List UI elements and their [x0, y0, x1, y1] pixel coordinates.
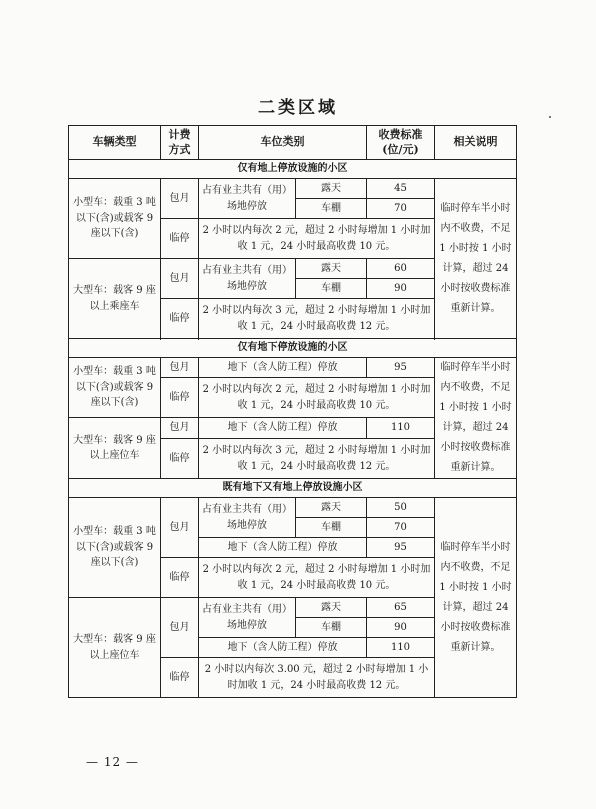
space-group: 占有业主共有（用）场地停放 — [199, 498, 296, 538]
table-row — [69, 179, 517, 199]
space-group: 占有业主共有（用）场地停放 — [199, 598, 296, 638]
section-row — [69, 339, 517, 358]
table-row — [69, 498, 517, 518]
fee-value: 70 — [367, 199, 435, 219]
section-row — [69, 479, 517, 498]
fee-value: 45 — [367, 179, 435, 199]
vehicle-type: 小型车：载重 3 吨以下(含)或载客 9 座以下(含) — [69, 498, 161, 598]
vehicle-type: 小型车：载重 3 吨以下(含)或载客 9 座以下(含) — [69, 358, 161, 418]
billing-monthly: 包月 — [161, 598, 199, 658]
section-label: 仅有地上停放设施的小区 — [69, 160, 517, 179]
space-type: 车棚 — [296, 618, 367, 638]
fee-value: 65 — [367, 598, 435, 618]
fee-value: 95 — [367, 538, 435, 558]
temporary-fee-text: 2 小时以内每次 3.00 元，超过 2 小时每增加 1 小时加收 1 元，24 小时最高收费 12 元。 — [199, 658, 435, 698]
header-row — [69, 126, 517, 160]
fee-value: 90 — [367, 279, 435, 299]
billing-temporary: 临停 — [161, 299, 199, 339]
section-label: 既有地下又有地上停放设施小区 — [69, 479, 517, 498]
vehicle-type: 大型车：载客 9 座以上座位车 — [69, 418, 161, 479]
note-text: 临时停车半小时内不收费，不足 1 小时按 1 小时计算，超过 24 小时按收费标准重新计算。 — [435, 358, 517, 479]
vehicle-type: 大型车：载客 9 座以上乘座车 — [69, 259, 161, 339]
parking-fee-table — [68, 125, 517, 698]
header-billing: 计费 方式 — [161, 126, 199, 160]
billing-monthly: 包月 — [161, 498, 199, 558]
space-type: 露天 — [296, 259, 367, 279]
fee-value: 110 — [367, 418, 435, 439]
space-group: 占有业主共有（用）场地停放 — [199, 179, 296, 219]
space-group: 占有业主共有（用）场地停放 — [199, 259, 296, 299]
billing-monthly: 包月 — [161, 358, 199, 378]
temporary-fee-text: 2 小时以内每次 2 元，超过 2 小时每增加 1 小时加收 1 元，24 小时最高收费 10 元。 — [199, 219, 435, 259]
header-fee: 收费标准 (位/元) — [367, 126, 435, 160]
page-number: — 12 — — [86, 755, 139, 769]
space-type: 车棚 — [296, 518, 367, 538]
fee-value: 110 — [367, 638, 435, 658]
temporary-fee-text: 2 小时以内每次 2 元，超过 2 小时每增加 1 小时加收 1 元，24 小时最高收费 10 元。 — [199, 558, 435, 598]
space-type: 露天 — [296, 498, 367, 518]
temporary-fee-text: 2 小时以内每次 3 元，超过 2 小时每增加 1 小时加收 1 元，24 小时最高收费 12 元。 — [199, 439, 435, 479]
section-label: 仅有地下停放设施的小区 — [69, 339, 517, 358]
space-type: 地下（含人防工程）停放 — [199, 538, 367, 558]
space-type: 露天 — [296, 598, 367, 618]
fee-value: 95 — [367, 358, 435, 378]
fee-value: 50 — [367, 498, 435, 518]
fee-value: 60 — [367, 259, 435, 279]
billing-temporary: 临停 — [161, 439, 199, 479]
scan-speck — [549, 116, 551, 118]
billing-temporary: 临停 — [161, 558, 199, 598]
billing-monthly: 包月 — [161, 179, 199, 219]
space-type: 地下（含人防工程）停放 — [199, 418, 367, 439]
table-row — [69, 358, 517, 378]
space-type: 露天 — [296, 179, 367, 199]
temporary-fee-text: 2 小时以内每次 2 元，超过 2 小时每增加 1 小时加收 1 元，24 小时最高收费 10 元。 — [199, 378, 435, 418]
page-title: 二类区域 — [258, 98, 338, 118]
space-type: 车棚 — [296, 279, 367, 299]
fee-value: 70 — [367, 518, 435, 538]
header-space: 车位类别 — [199, 126, 367, 160]
vehicle-type: 小型车：载重 3 吨以下(含)或载客 9 座以下(含) — [69, 179, 161, 259]
fee-value: 90 — [367, 618, 435, 638]
space-type: 地下（含人防工程）停放 — [199, 638, 367, 658]
billing-monthly: 包月 — [161, 418, 199, 439]
billing-monthly: 包月 — [161, 259, 199, 299]
space-type: 地下（含人防工程）停放 — [199, 358, 367, 378]
space-type: 车棚 — [296, 199, 367, 219]
header-note: 相关说明 — [435, 126, 517, 160]
billing-temporary: 临停 — [161, 378, 199, 418]
header-vehicle: 车辆类型 — [69, 126, 161, 160]
billing-temporary: 临停 — [161, 219, 199, 259]
section-row — [69, 160, 517, 179]
note-text: 临时停车半小时内不收费，不足 1 小时按 1 小时计算，超过 24 小时按收费标准重新计算。 — [435, 498, 517, 698]
billing-temporary: 临停 — [161, 658, 199, 698]
vehicle-type: 大型车：载客 9 座以上座位车 — [69, 598, 161, 698]
temporary-fee-text: 2 小时以内每次 3 元，超过 2 小时每增加 1 小时加收 1 元，24 小时最高收费 12 元。 — [199, 299, 435, 339]
note-text: 临时停车半小时内不收费，不足 1 小时按 1 小时计算，超过 24 小时按收费标准重新计算。 — [435, 179, 517, 339]
